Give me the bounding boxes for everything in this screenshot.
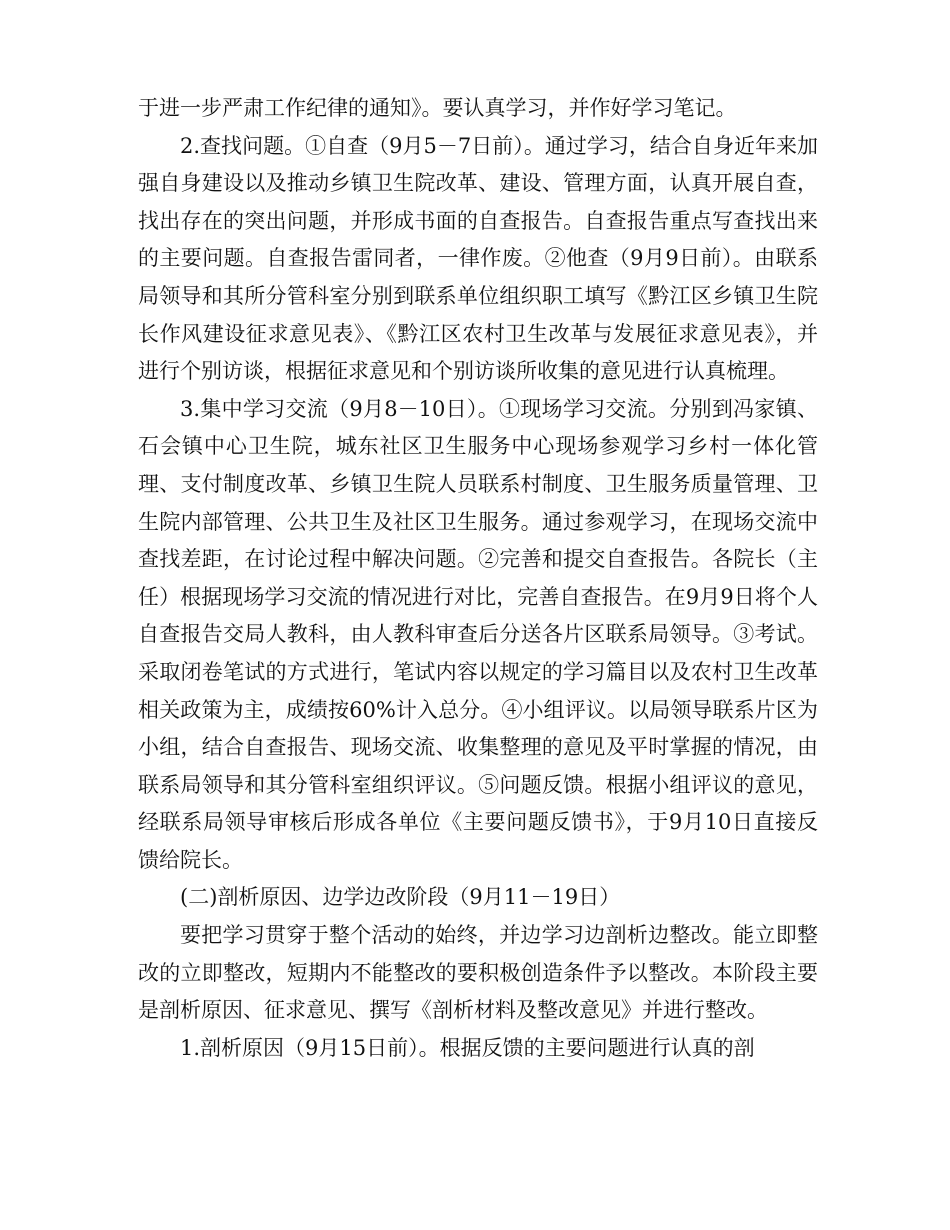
- paragraph-group-study: 3.集中学习交流（9月8－10日）。①现场学习交流。分别到冯家镇、石会镇中心卫生院，城东社区卫生服务中心现场参观学习乡村一体化管理、支付制度改革、乡镇卫生院人员联系村制度、卫生服务质量管理、卫生院内部管理、公共卫生及社区卫生服务。通过参观学习，在现场交流中查找差距，在讨论过程中解决问题。②完善和提交自查报告。各院长（主任）根据现场学习交流的情况进行对比，完善自查报告。在9月9日将个人自查报告交局人教科，由人教科审查后分送各片区联系局领导。③考试。采取闭卷笔试的方式进行，笔试内容以规定的学习篇目以及农村卫生改革相关政策为主，成绩按60%计入总分。④小组评议。以局领导联系片区为小组，结合自查报告、现场交流、收集整理的意见及平时掌握的情况，由联系局领导和其分管科室组织评议。⑤问题反馈。根据小组评议的意见，经联系局领导审核后形成各单位《主要问题反馈书》，于9月10日直接反馈给院长。: [138, 396, 818, 872]
- paragraph-analyze-causes: 1.剖析原因（9月15日前）。根据反馈的主要问题进行认真的剖: [180, 1035, 755, 1060]
- section-heading-analysis-stage: (二)剖析原因、边学边改阶段（9月11－19日）: [180, 885, 621, 910]
- paragraph-find-problems: 2.查找问题。①自查（9月5－7日前）。通过学习，结合自身近年来加强自身建设以及推动乡镇卫生院改革、建设、管理方面，认真开展自查，找出存在的突出问题，并形成书面的自查报告。自查报告重点写查找出来的主要问题。自查报告雷同者，一律作废。②他查（9月9日前）。由联系局领导和其所分管科室分别到联系单位组织职工填写《黔江区乡镇卫生院长作风建设征求意见表》、《黔江区农村卫生改革与发展征求意见表》，并进行个别访谈，根据征求意见和个别访谈所收集的意见进行认真梳理。: [138, 133, 818, 384]
- paragraph-study-notice: 于进一步严肃工作纪律的通知》。要认真学习，并作好学习笔记。: [138, 96, 737, 120]
- paragraph-stage-overview: 要把学习贯穿于整个活动的始终，并边学习边剖析边整改。能立即整改的立即整改，短期内不能整改的要积极创造条件予以整改。本阶段主要是剖析原因、征求意见、撰写《剖析材料及整改意见》并进行整改。: [138, 923, 818, 1023]
- document-page: [138, 90, 818, 1067]
